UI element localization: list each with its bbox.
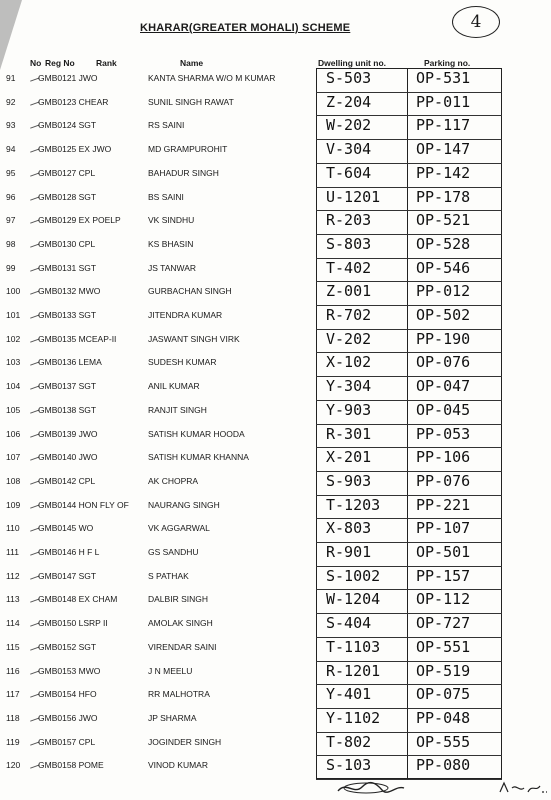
row-reg-and-rank: GMB0157 CPL xyxy=(38,736,96,747)
row-name: VK SINDHU xyxy=(148,215,195,226)
table-row xyxy=(0,732,551,755)
row-serial-number: 101 xyxy=(6,310,21,320)
table-row xyxy=(0,115,551,138)
row-dwelling-unit: T-802 xyxy=(326,732,372,751)
row-name: RANJIT SINGH xyxy=(148,404,207,415)
row-reg-and-rank: GMB0148 EX CHAM xyxy=(38,594,118,605)
row-name: JITENDRA KUMAR xyxy=(148,310,223,320)
row-serial-number: 105 xyxy=(6,404,21,415)
header-reg-no: Reg No xyxy=(45,58,75,68)
row-parking-number: OP-502 xyxy=(416,306,471,324)
row-dwelling-unit: T-1103 xyxy=(326,637,381,656)
row-dwelling-unit: X-803 xyxy=(326,519,372,538)
row-parking-number: PP-076 xyxy=(416,471,471,490)
row-parking-number: PP-107 xyxy=(416,519,471,538)
row-name: ANIL KUMAR xyxy=(148,381,200,392)
row-parking-number: OP-727 xyxy=(416,614,471,633)
row-name: VINOD KUMAR xyxy=(148,760,208,771)
row-reg-and-rank: GMB0156 JWO xyxy=(38,712,98,723)
row-name: NAURANG SINGH xyxy=(148,499,220,510)
table-row xyxy=(0,281,551,304)
row-reg-and-rank: GMB0125 EX JWO xyxy=(38,144,112,155)
row-reg-and-rank: GMB0121 JWO xyxy=(38,73,98,83)
row-parking-number: OP-147 xyxy=(416,140,471,159)
row-name: SUDESH KUMAR xyxy=(148,357,217,368)
row-serial-number: 114 xyxy=(6,618,20,629)
row-serial-number: 91 xyxy=(6,73,16,83)
row-dwelling-unit: R-901 xyxy=(326,543,372,561)
signature-scribble-icon xyxy=(336,779,406,795)
row-reg-and-rank: GMB0136 LEMA xyxy=(38,357,102,368)
row-serial-number: 120 xyxy=(6,760,21,771)
table-row xyxy=(0,400,551,423)
header-no: No xyxy=(30,58,42,68)
row-parking-number: PP-012 xyxy=(416,282,471,301)
table-row xyxy=(0,661,551,684)
row-reg-and-rank: GMB0131 SGT xyxy=(38,262,97,273)
row-reg-and-rank: GMB0154 HFO xyxy=(38,689,97,700)
row-dwelling-unit: Z-001 xyxy=(326,282,372,301)
row-reg-and-rank: GMB0130 CPL xyxy=(38,238,96,249)
second-signature xyxy=(498,780,548,799)
folded-corner xyxy=(0,0,22,70)
row-name: KS BHASIN xyxy=(148,238,194,249)
row-serial-number: 119 xyxy=(6,736,20,747)
table-row xyxy=(0,589,551,612)
row-dwelling-unit: R-1201 xyxy=(326,661,381,680)
row-reg-and-rank: GMB0158 POME xyxy=(38,760,104,771)
row-parking-number: OP-112 xyxy=(416,590,471,609)
row-reg-and-rank: GMB0127 CPL xyxy=(38,167,96,178)
header-rank: Rank xyxy=(96,58,117,68)
row-serial-number: 99 xyxy=(6,262,16,273)
row-reg-and-rank: GMB0144 HON FLY OF xyxy=(38,499,129,510)
row-parking-number: OP-076 xyxy=(416,353,471,372)
row-dwelling-unit: Y-401 xyxy=(326,685,372,704)
row-dwelling-unit: S-404 xyxy=(326,614,372,633)
row-parking-number: OP-047 xyxy=(416,377,471,396)
row-serial-number: 106 xyxy=(6,428,21,439)
page-number-mark: 4 xyxy=(452,6,500,38)
row-serial-number: 110 xyxy=(6,523,20,534)
row-reg-and-rank: GMB0147 SGT xyxy=(38,570,97,581)
row-parking-number: PP-117 xyxy=(416,116,471,135)
row-serial-number: 96 xyxy=(6,191,16,202)
row-name: JASWANT SINGH VIRK xyxy=(148,333,240,344)
row-name: SATISH KUMAR KHANNA xyxy=(148,452,249,463)
row-serial-number: 109 xyxy=(6,499,21,510)
row-dwelling-unit: S-803 xyxy=(326,234,372,253)
row-parking-number: OP-551 xyxy=(416,637,471,656)
row-parking-number: PP-221 xyxy=(416,495,471,514)
row-dwelling-unit: X-201 xyxy=(326,448,372,467)
row-reg-and-rank: GMB0153 MWO xyxy=(38,665,101,676)
row-serial-number: 93 xyxy=(6,120,16,131)
row-parking-number: PP-142 xyxy=(416,163,471,182)
row-dwelling-unit: S-903 xyxy=(326,471,372,490)
row-dwelling-unit: X-102 xyxy=(326,353,372,372)
row-dwelling-unit: R-301 xyxy=(326,424,372,443)
row-parking-number: OP-531 xyxy=(416,69,471,87)
row-serial-number: 118 xyxy=(6,712,20,723)
row-parking-number: OP-501 xyxy=(416,543,471,561)
row-name: J N MEELU xyxy=(148,665,193,676)
row-parking-number: PP-190 xyxy=(416,329,471,348)
row-dwelling-unit: S-1002 xyxy=(326,566,381,585)
row-name: DALBIR SINGH xyxy=(148,594,208,605)
header-parking: Parking no. xyxy=(424,58,471,68)
row-reg-and-rank: GMB0137 SGT xyxy=(38,381,97,392)
row-dwelling-unit: S-103 xyxy=(326,756,372,775)
row-serial-number: 97 xyxy=(6,215,16,226)
row-dwelling-unit: R-203 xyxy=(326,211,372,230)
row-serial-number: 115 xyxy=(6,641,20,652)
row-dwelling-unit: T-1203 xyxy=(326,495,381,514)
row-name: BAHADUR SINGH xyxy=(148,167,219,178)
table-row xyxy=(0,518,551,541)
row-dwelling-unit: Y-304 xyxy=(326,377,372,396)
signature-initials-icon xyxy=(498,780,548,796)
row-dwelling-unit: V-202 xyxy=(326,329,372,348)
row-parking-number: OP-519 xyxy=(416,661,471,680)
row-reg-and-rank: GMB0152 SGT xyxy=(38,641,97,652)
table-row xyxy=(0,684,551,707)
row-parking-number: OP-521 xyxy=(416,211,471,230)
table-row xyxy=(0,352,551,375)
row-name: VIRENDAR SAINI xyxy=(148,641,217,652)
row-dwelling-unit: T-402 xyxy=(326,258,372,277)
row-reg-and-rank: GMB0145 WO xyxy=(38,523,94,534)
row-serial-number: 113 xyxy=(6,594,20,605)
row-serial-number: 112 xyxy=(6,570,20,581)
table-row xyxy=(0,447,551,470)
table-row xyxy=(0,755,551,778)
row-reg-and-rank: GMB0123 CHEAR xyxy=(38,96,109,107)
row-parking-number: PP-178 xyxy=(416,187,471,206)
row-serial-number: 108 xyxy=(6,475,21,486)
row-serial-number: 116 xyxy=(6,665,20,676)
row-reg-and-rank: GMB0140 JWO xyxy=(38,452,98,463)
row-parking-number: OP-528 xyxy=(416,234,471,253)
row-name: AMOLAK SINGH xyxy=(148,618,213,629)
header-dwelling-unit: Dwelling unit no. xyxy=(318,58,386,68)
row-serial-number: 103 xyxy=(6,357,21,368)
row-name: AK CHOPRA xyxy=(148,475,199,486)
row-name: RR MALHOTRA xyxy=(148,689,210,700)
table-row xyxy=(0,424,551,447)
row-dwelling-unit: V-304 xyxy=(326,140,372,159)
row-name: MD GRAMPUROHIT xyxy=(148,144,228,155)
row-parking-number: PP-157 xyxy=(416,566,471,585)
row-reg-and-rank: GMB0146 H F L xyxy=(38,547,100,557)
row-serial-number: 92 xyxy=(6,96,16,107)
table-row xyxy=(0,613,551,636)
row-name: S PATHAK xyxy=(148,570,189,581)
table-row xyxy=(0,234,551,257)
row-parking-number: OP-555 xyxy=(416,732,471,751)
row-serial-number: 100 xyxy=(6,286,21,297)
row-dwelling-unit: S-503 xyxy=(326,69,372,87)
table-row xyxy=(0,495,551,518)
row-reg-and-rank: GMB0132 MWO xyxy=(38,286,101,297)
row-name: SATISH KUMAR HOODA xyxy=(148,428,245,439)
row-serial-number: 95 xyxy=(6,167,16,178)
header-name: Name xyxy=(180,58,204,68)
row-dwelling-unit: W-1204 xyxy=(326,590,381,609)
table-row xyxy=(0,258,551,281)
row-serial-number: 98 xyxy=(6,238,16,249)
table-row xyxy=(0,92,551,115)
table-row xyxy=(0,187,551,210)
row-reg-and-rank: GMB0135 MCEAP-II xyxy=(38,333,117,344)
row-parking-number: PP-080 xyxy=(416,756,471,775)
row-reg-and-rank: GMB0124 SGT xyxy=(38,120,97,131)
row-name: SUNIL SINGH RAWAT xyxy=(148,96,234,107)
table-row xyxy=(0,68,551,91)
row-dwelling-unit: Z-204 xyxy=(326,92,372,111)
row-name: JP SHARMA xyxy=(148,712,197,723)
table-row xyxy=(0,542,551,565)
row-name: BS SAINI xyxy=(148,191,184,202)
row-serial-number: 107 xyxy=(6,452,21,463)
row-reg-and-rank: GMB0139 JWO xyxy=(38,428,98,439)
row-name: JS TANWAR xyxy=(148,262,197,273)
table-row xyxy=(0,376,551,399)
row-parking-number: PP-048 xyxy=(416,708,471,727)
row-name: JOGINDER SINGH xyxy=(148,736,222,747)
table-row xyxy=(0,566,551,589)
row-parking-number: OP-075 xyxy=(416,685,471,704)
table-row xyxy=(0,210,551,233)
row-dwelling-unit: W-202 xyxy=(326,116,372,135)
row-dwelling-unit: Y-903 xyxy=(326,400,372,419)
table-row xyxy=(0,305,551,328)
row-name: VK AGGARWAL xyxy=(148,523,210,534)
row-parking-number: PP-106 xyxy=(416,448,471,467)
row-name: RS SAINI xyxy=(148,120,185,131)
scheme-title: KHARAR(GREATER MOHALI) SCHEME xyxy=(140,22,351,34)
row-reg-and-rank: GMB0128 SGT xyxy=(38,191,97,202)
table-row xyxy=(0,329,551,352)
row-dwelling-unit: R-702 xyxy=(326,306,372,324)
row-reg-and-rank: GMB0133 SGT xyxy=(38,310,97,320)
row-parking-number: PP-053 xyxy=(416,424,471,443)
row-serial-number: 94 xyxy=(6,144,16,155)
row-name: GURBACHAN SINGH xyxy=(148,286,232,297)
row-parking-number: OP-045 xyxy=(416,400,471,419)
table-row xyxy=(0,637,551,660)
row-serial-number: 111 xyxy=(6,547,19,557)
table-row xyxy=(0,163,551,186)
row-serial-number: 104 xyxy=(6,381,21,392)
row-parking-number: PP-011 xyxy=(416,92,471,111)
row-dwelling-unit: T-604 xyxy=(326,163,372,182)
table-row xyxy=(0,708,551,731)
table-row xyxy=(0,471,551,494)
row-name: GS SANDHU xyxy=(148,547,199,557)
row-reg-and-rank: GMB0150 LSRP II xyxy=(38,618,108,629)
row-dwelling-unit: U-1201 xyxy=(326,187,381,206)
row-reg-and-rank: GMB0129 EX POELP xyxy=(38,215,121,226)
row-serial-number: 102 xyxy=(6,333,21,344)
signature xyxy=(336,779,406,795)
row-name: KANTA SHARMA W/O M KUMAR xyxy=(148,73,276,83)
table-row xyxy=(0,139,551,162)
row-reg-and-rank: GMB0142 CPL xyxy=(38,475,96,486)
row-parking-number: OP-546 xyxy=(416,258,471,277)
row-dwelling-unit: Y-1102 xyxy=(326,708,381,727)
row-reg-and-rank: GMB0138 SGT xyxy=(38,404,97,415)
row-serial-number: 117 xyxy=(6,689,20,700)
